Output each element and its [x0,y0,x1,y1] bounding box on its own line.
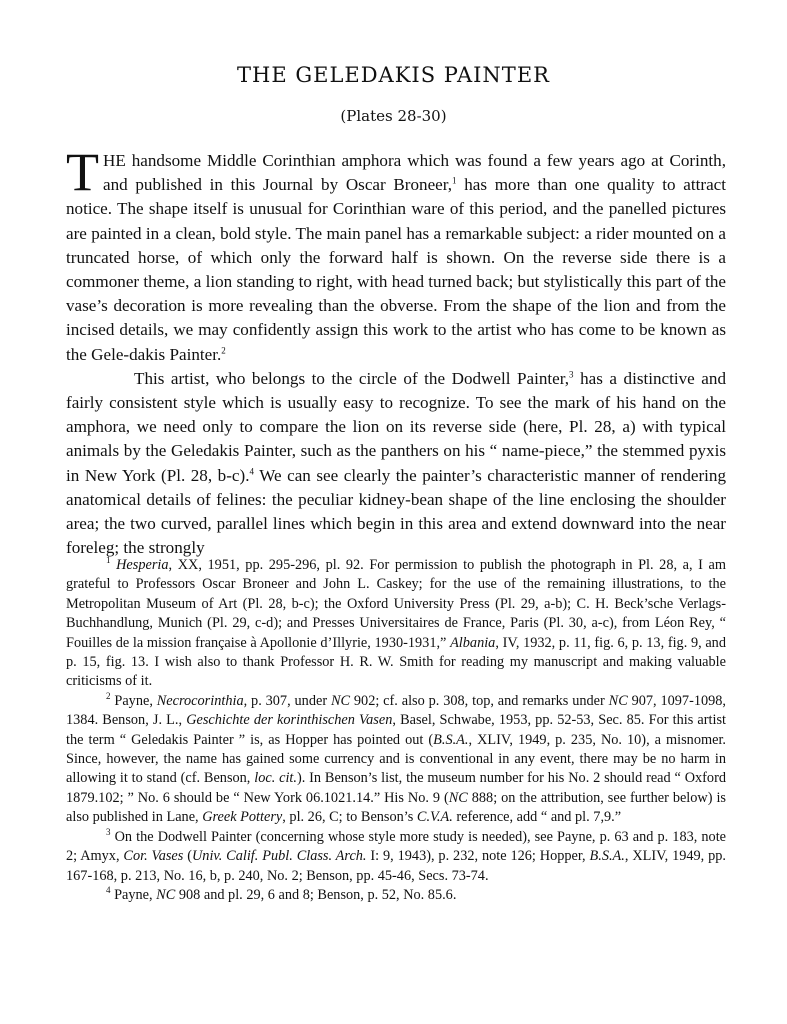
footnote-number: 2 [106,691,111,702]
citation-italic: Greek Pottery [202,809,283,826]
footnote-text: , XLIV, 1949, p. 235, No. 10), a misnomer. Since, however, the name has gained some currency and is conventional in any event, there may be no harm in allowing it to stand (cf. Benson, [66,731,726,787]
footnote-ref[interactable]: 3 [569,369,574,380]
footnote-text: ). In Benson’s list, the museum number for his No. 2 should read “ Oxford 1879.102; ” No. 6 should be “ New York 06.1021.14.” His No. 9 ( [66,770,726,806]
footnote-ref[interactable]: 1 [452,175,457,186]
paragraph-text: has more than one quality to attract notice. The shape itself is unusual for Corinthian ware of this period, and the panelled pictures are painted in a clean, bold style. The main panel has a remarkable subject: a rider mounted on a truncated horse, of which only the forward half is shown. On the reverse side there is a commoner theme, a lion standing to right, with head turned back; but stylistically this part of the vase’s decoration is more revealing than the obverse. From the shape of the lion and from the incised details, we may confidently assign this work to the artist who has come to be known as the Gele-dakis Painter. [66,175,727,364]
paragraph-text: HE handsome Middle Corinthian amphora which was found a few years ago at Corinth, and published in this Journal by Oscar Broneer, [103,151,726,195]
citation-italic: B.S.A. [433,731,469,748]
footnote-number: 3 [106,826,111,837]
footnote-4 [66,886,726,905]
citation-italic: loc. cit. [254,770,297,787]
footnote-ref[interactable]: 2 [221,344,226,355]
paragraph-text: has a distinctive and fairly consistent style which is usually easy to recognize. To see the mark of his hand on the amphora, we need only to compare the lion on its reverse side (here, Pl. 28, a) with typical animals by the Geledakis Painter, such as the panthers on his “ name-piece,” the stemmed pyxis in New York (Pl. 28, b-c). [66,368,726,485]
footnote-ref[interactable]: 4 [249,465,254,476]
citation-italic: C.V.A. [416,809,453,826]
footnote-text: , Basel, Schwabe, 1953, pp. 52-53, Sec. 85. For this artist the term “ Geledakis Painter ” is, as Hopper has pointed out ( [66,712,726,748]
footnote-number: 1 [106,555,111,566]
footnote-text: I: 9, 1943), p. 232, note 126; Hopper, [366,848,590,865]
footnote-text: On the Dodwell Painter (concerning whose style more study is needed), see Payne, p. 63 and p. 183, note 2; Amyx, [66,828,727,865]
citation-italic: NC [156,886,176,903]
footnote-text: , XX, 1951, pp. 295-296, pl. 92. For permission to publish the photograph in Pl. 28, a, I am grateful to Professors Oscar Broneer and John L. Caskey; for the use of the remaining illustrations, to the Metropolitan Museum of Art (Pl. 28, b-c); the Oxford University Press (Pl. 29, a-b); C. H. Beck’sche Verlags-Buchhandlung, Munich (Pl. 29, c-d); and Presses Universitaires de France, Paris (Pl. 30, a-c), from Léon Rey, “ Fouilles de la mission française à Apollonie d’Illyrie, 1930-1931,” [66,557,727,651]
footnote-1 [66,556,726,692]
article-title: THE GELEDAKIS PAINTER [237,63,550,87]
citation-italic: Univ. Calif. Publ. Class. Arch. [191,848,367,865]
paragraph [66,142,727,367]
footnotes [66,556,726,905]
citation-italic: NC [608,692,628,709]
footnote-text: 888; on the attribution, see further below) is also published in Lane, [66,789,726,826]
plates-reference: (Plates 28-30) [340,107,447,125]
footnote-text: 907, 1097-1098, 1384. Benson, J. L., [66,692,727,729]
citation-italic: Necrocorinthia [156,692,244,709]
article-body [66,142,727,560]
footnote-text: 908 and pl. 29, 6 and 8; Benson, p. 52, No. 85.6. [175,886,457,903]
footnote-2 [66,692,726,828]
paragraph [66,367,726,561]
citation-italic: Geschichte der korinthischen Vasen [186,712,393,729]
footnote-text: ( [183,848,192,865]
footnote-text: , p. 307, under [243,692,331,709]
footnote-text: Payne, [114,886,157,903]
citation-italic: NC [448,789,468,806]
paragraph-text: This artist, who belongs to the circle of the Dodwell Painter, [134,368,570,388]
journal-title: Albania [450,634,496,651]
citation-italic: NC [330,692,351,709]
footnote-text: Payne, [114,692,157,709]
footnote-text: , XLIV, 1949, pp. 167-168, p. 213, No. 16, b, p. 240, No. 2; Benson, pp. 45-46, Secs. 73-74. [66,848,726,884]
footnote-text: , IV, 1932, p. 11, fig. 6, p. 13, fig. 9, and p. 15, fig. 13. I wish also to thank Professor H. R. W. Smith for reading my manuscript and making valuable criticisms of it. [66,634,726,690]
footnote-text: , pl. 26, C; to Benson’s [282,809,417,826]
citation-italic: Cor. Vases [123,848,184,865]
paragraph-text: We can see clearly the painter’s characteristic manner of rendering anatomical details of felines: the peculiar kidney-bean shape of the line enclosing the shoulder area; the two curved, parallel lines which begin in this area and extend downward into the near foreleg; the strongly [66,465,727,558]
drop-cap: T [66,142,99,202]
footnote-3 [66,828,726,886]
footnote-number: 4 [106,885,111,896]
journal-title: Hesperia [116,557,169,573]
footnote-text: 902; cf. also p. 308, top, and remarks under [350,692,609,709]
footnote-text: reference, add “ and pl. 7,9.” [452,809,622,826]
citation-italic: B.S.A. [589,848,625,865]
